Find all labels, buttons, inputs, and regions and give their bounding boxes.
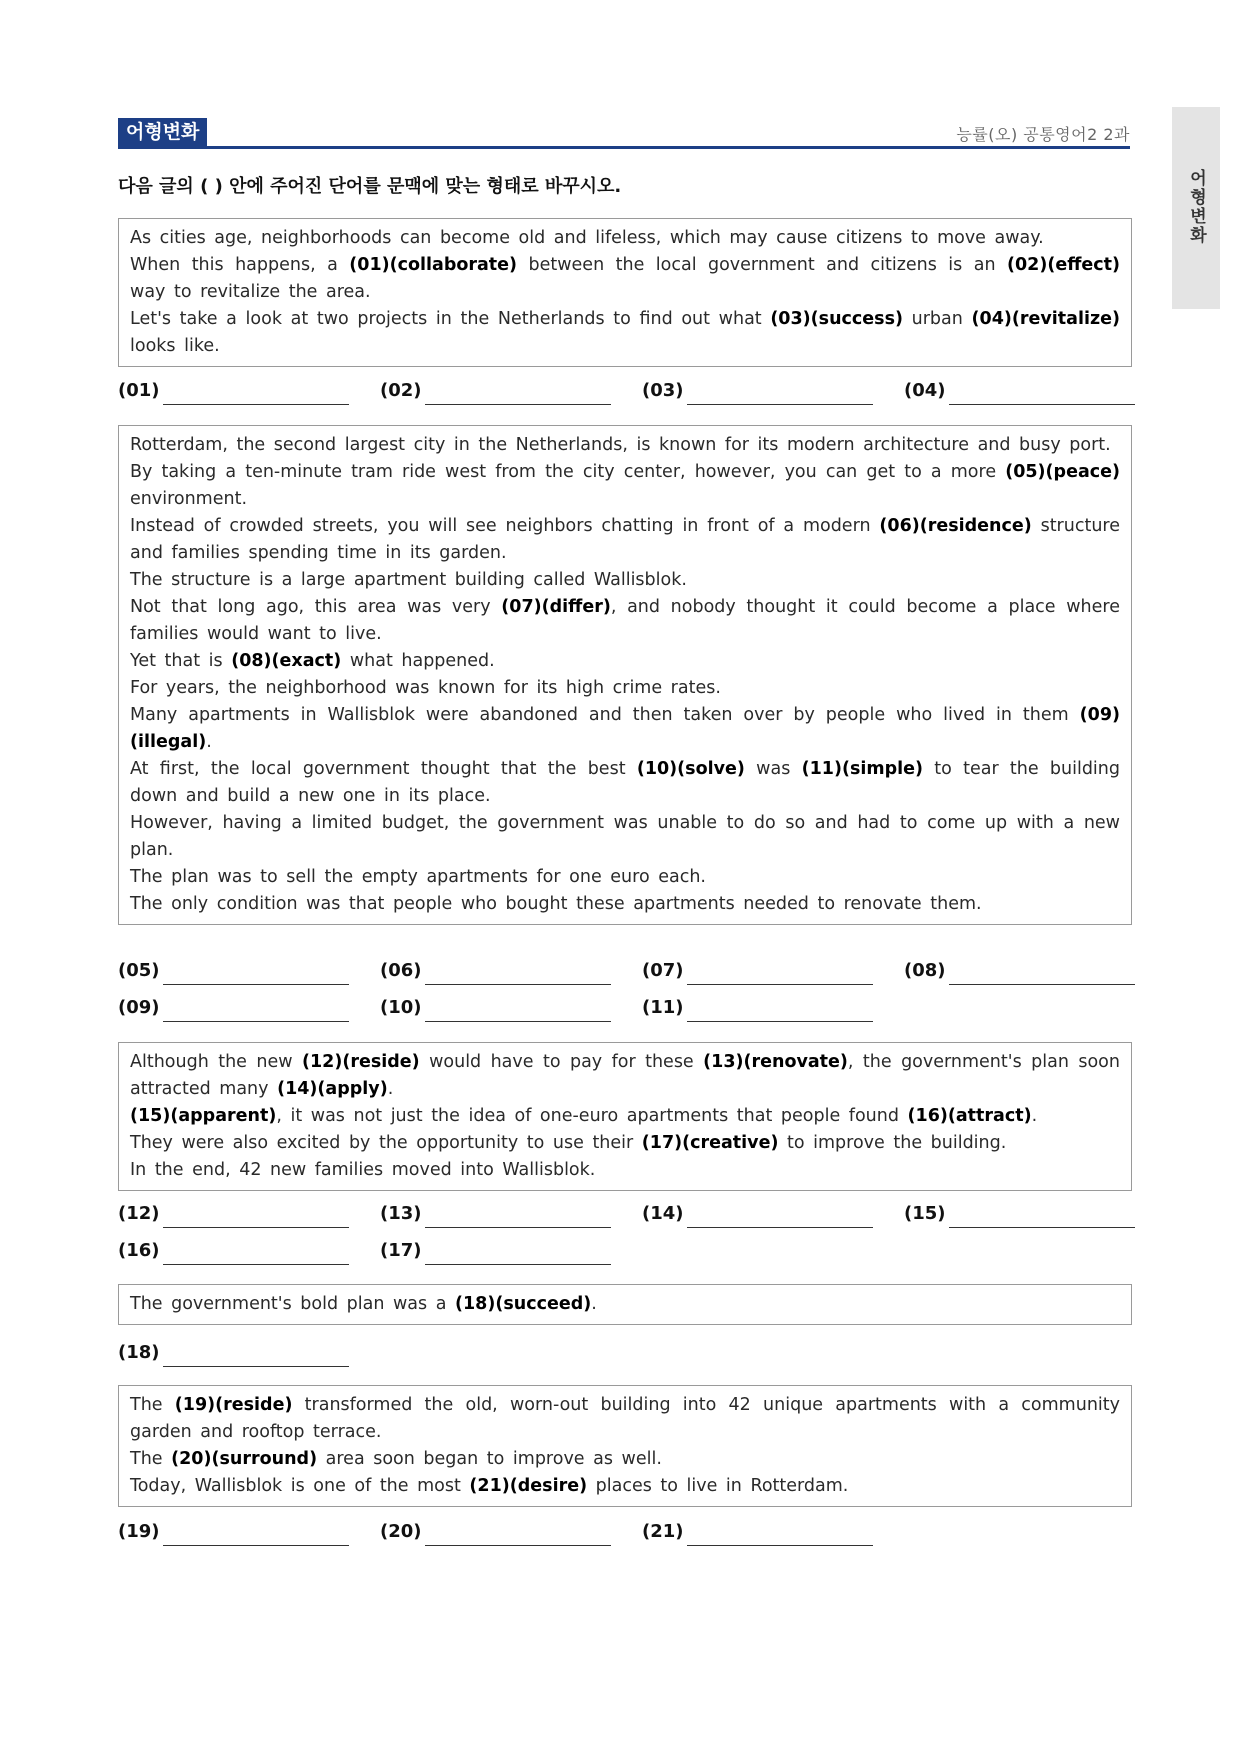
passage-paragraph [130, 648, 1120, 675]
blank-prompt: (21)(desire) [469, 1476, 588, 1496]
answer-blank[interactable] [687, 1545, 873, 1546]
answer-item [642, 1201, 895, 1231]
answer-blank[interactable] [425, 1264, 611, 1265]
passage-paragraph [130, 594, 1120, 648]
answer-row [118, 958, 1130, 995]
passage-text: However, having a limited budget, the government was unable to do so and had to come up with a new plan. [130, 813, 1120, 860]
answer-group [118, 958, 1130, 1032]
answer-row [118, 1519, 1130, 1556]
book-title: 능률(오) 공통영어2 2과 [956, 125, 1130, 144]
answer-item [642, 378, 895, 408]
passage-paragraph [130, 810, 1120, 864]
passage-paragraph [130, 702, 1120, 756]
answer-number: (17) [380, 1240, 422, 1261]
answer-number: (16) [118, 1240, 160, 1261]
passage-paragraph [130, 432, 1120, 459]
passage-text: When this happens, a [130, 255, 350, 275]
answer-number: (02) [380, 380, 422, 401]
blank-prompt: (10)(solve) [636, 759, 745, 779]
passage-text: They were also excited by the opportunity to use their [130, 1133, 642, 1153]
answer-number: (08) [904, 960, 946, 981]
answer-blank[interactable] [163, 1227, 349, 1228]
passage-text: Yet that is [130, 651, 232, 671]
blank-prompt: (12)(reside) [301, 1052, 420, 1072]
blank-prompt: (14)(apply) [277, 1079, 388, 1099]
answer-blank[interactable] [163, 1021, 349, 1022]
answer-group [118, 1201, 1130, 1275]
passage-paragraph [130, 1473, 1120, 1500]
passage-text: urban [902, 309, 972, 329]
passage-text: looks like. [130, 336, 220, 356]
answer-blank[interactable] [425, 404, 611, 405]
blank-prompt: (20)(surround) [171, 1449, 318, 1469]
side-tab-label: 어형변화 [1186, 169, 1206, 245]
blank-prompt: (15)(apparent) [130, 1106, 277, 1126]
passage-text: The structure is a large apartment building called Wallisblok. [130, 570, 687, 590]
passage-text: By taking a ten-minute tram ride west from the city center, however, you can get to a more [130, 462, 1006, 482]
blank-prompt: (05)(peace) [1005, 462, 1120, 482]
passage-text: The government's bold plan was a [130, 1294, 455, 1314]
answer-item [380, 1519, 633, 1549]
passage-paragraph [130, 864, 1120, 891]
answer-number: (06) [380, 960, 422, 981]
passage-paragraph [130, 1157, 1120, 1184]
blank-prompt: (17)(creative) [641, 1133, 779, 1153]
passage-paragraph [130, 225, 1120, 252]
passage-text: At first, the local government thought that the best [130, 759, 637, 779]
answer-number: (18) [118, 1342, 160, 1363]
passage-box [118, 425, 1132, 925]
answer-blank[interactable] [425, 984, 611, 985]
blank-prompt: (04)(revitalize) [971, 309, 1120, 329]
blank-prompt: (03)(success) [770, 309, 903, 329]
passage-text: Not that long ago, this area was very [130, 597, 502, 617]
side-tab[interactable] [1172, 107, 1220, 309]
answer-row [118, 1340, 1130, 1377]
answer-number: (21) [642, 1521, 684, 1542]
passage-paragraph [130, 1392, 1120, 1446]
passage-box [118, 1385, 1132, 1507]
answer-item [380, 995, 633, 1025]
answer-blank[interactable] [163, 984, 349, 985]
answer-item [904, 378, 1157, 408]
answer-number: (14) [642, 1203, 684, 1224]
answer-number: (15) [904, 1203, 946, 1224]
passage-paragraph [130, 513, 1120, 567]
passage-text: environment. [130, 489, 248, 509]
answer-number: (12) [118, 1203, 160, 1224]
passage-text: The [130, 1395, 175, 1415]
answer-blank[interactable] [163, 1545, 349, 1546]
answer-item [118, 1201, 371, 1231]
answer-blank[interactable] [163, 404, 349, 405]
passage-paragraph [130, 1130, 1120, 1157]
passage-text: Many apartments in Wallisblok were abandoned and then taken over by people who lived in them [130, 705, 1080, 725]
passage-paragraph [130, 1291, 1120, 1318]
answer-group [118, 1519, 1130, 1556]
answer-blank[interactable] [425, 1545, 611, 1546]
answer-row [118, 378, 1130, 415]
passage-text: was [744, 759, 802, 779]
answer-group [118, 378, 1130, 415]
answer-blank[interactable] [425, 1021, 611, 1022]
blank-prompt: (09)(illegal) [130, 705, 1120, 752]
answer-item [642, 995, 895, 1025]
passage-text: The plan was to sell the empty apartments for one euro each. [130, 867, 706, 887]
blank-prompt: (08)(exact) [231, 651, 342, 671]
answer-row [118, 1201, 1130, 1238]
answer-blank[interactable] [425, 1227, 611, 1228]
passage-text: . [387, 1079, 394, 1099]
answer-number: (10) [380, 997, 422, 1018]
passage-text: transformed the old, worn-out building into 42 unique apartments with a community garden and rooftop terrace. [130, 1395, 1120, 1442]
passage-paragraph [130, 1103, 1120, 1130]
passage-text: would have to pay for these [419, 1052, 704, 1072]
passage-text: In the end, 42 new families moved into Wallisblok. [130, 1160, 596, 1180]
answer-item [380, 378, 633, 408]
answer-item [118, 995, 371, 1025]
passage-text: . [206, 732, 212, 752]
page-header [118, 118, 1130, 149]
answer-item [118, 958, 371, 988]
passage-box [118, 1042, 1132, 1191]
passage-text: The [130, 1449, 172, 1469]
blank-prompt: (13)(renovate) [703, 1052, 848, 1072]
passage-text: , and nobody thought it could become a place where families would want to live. [130, 597, 1120, 644]
answer-number: (13) [380, 1203, 422, 1224]
answer-blank[interactable] [949, 1227, 1135, 1228]
passage-paragraph [130, 891, 1120, 918]
instruction: 다음 글의 ( ) 안에 주어진 단어를 문맥에 맞는 형태로 바꾸시오. [118, 176, 622, 197]
answer-item [118, 1340, 371, 1370]
passage-text: area soon began to improve as well. [317, 1449, 662, 1469]
answer-row [118, 995, 1130, 1032]
answer-blank[interactable] [163, 1366, 349, 1367]
answer-number: (05) [118, 960, 160, 981]
answer-item [118, 1238, 371, 1268]
passage-text: Instead of crowded streets, you will see neighbors chatting in front of a modern [130, 516, 880, 536]
answer-item [118, 378, 371, 408]
passage-text: places to live in Rotterdam. [587, 1476, 849, 1496]
passage-paragraph [130, 459, 1120, 513]
passage-paragraph [130, 306, 1120, 360]
answer-number: (04) [904, 380, 946, 401]
answer-item [642, 1519, 895, 1549]
answer-item [904, 958, 1157, 988]
answer-item [380, 1201, 633, 1231]
blank-prompt: (18)(succeed) [455, 1294, 592, 1314]
answer-item [380, 958, 633, 988]
answer-number: (01) [118, 380, 160, 401]
passage-text: structure and families spending time in its garden. [130, 516, 1120, 563]
passage-text: Rotterdam, the second largest city in the Netherlands, is known for its modern architecture and busy port. [130, 435, 1111, 455]
answer-blank[interactable] [163, 1264, 349, 1265]
passage-text: to tear the building down and build a new one in its place. [130, 759, 1120, 806]
blank-prompt: (02)(effect) [1007, 255, 1120, 275]
passage-text: Today, Wallisblok is one of the most [130, 1476, 470, 1496]
blank-prompt: (19)(reside) [174, 1395, 293, 1415]
passage-paragraph [130, 675, 1120, 702]
passage-text: , it was not just the idea of one-euro apartments that people found [276, 1106, 908, 1126]
passage-paragraph [130, 756, 1120, 810]
answer-blank[interactable] [687, 984, 873, 985]
passage-text: to improve the building. [778, 1133, 1007, 1153]
answer-number: (03) [642, 380, 684, 401]
blank-prompt: (16)(attract) [907, 1106, 1032, 1126]
passage-box [118, 1284, 1132, 1325]
answer-blank[interactable] [687, 404, 873, 405]
answer-number: (20) [380, 1521, 422, 1542]
answer-blank[interactable] [687, 1021, 873, 1022]
answer-blank[interactable] [687, 1227, 873, 1228]
answer-number: (11) [642, 997, 684, 1018]
blank-prompt: (11)(simple) [801, 759, 923, 779]
answer-item [118, 1519, 371, 1549]
blank-prompt: (06)(residence) [879, 516, 1032, 536]
passage-box [118, 218, 1132, 367]
answer-number: (07) [642, 960, 684, 981]
answer-row [118, 1238, 1130, 1275]
passage-text: For years, the neighborhood was known for its high crime rates. [130, 678, 721, 698]
passage-text: The only condition was that people who bought these apartments needed to renovate them. [130, 894, 982, 914]
passage-paragraph [130, 567, 1120, 594]
passage-text: . [1031, 1106, 1038, 1126]
answer-item [904, 1201, 1157, 1231]
passage-text: what happened. [341, 651, 495, 671]
passage-paragraph [130, 252, 1120, 306]
answer-number: (19) [118, 1521, 160, 1542]
passage-text: way to revitalize the area. [130, 282, 371, 302]
passage-text: . [591, 1294, 597, 1314]
answer-item [380, 1238, 633, 1268]
passage-text: Let's take a look at two projects in the Netherlands to find out what [130, 309, 771, 329]
blank-prompt: (01)(collaborate) [349, 255, 518, 275]
answer-blank[interactable] [949, 984, 1135, 985]
answer-group [118, 1340, 1130, 1377]
section-badge: 어형변화 [118, 118, 207, 146]
passage-text: between the local government and citizens is an [517, 255, 1007, 275]
passage-text: , the government's plan soon attracted many [130, 1052, 1120, 1099]
answer-item [642, 958, 895, 988]
answer-blank[interactable] [949, 404, 1135, 405]
passage-paragraph [130, 1446, 1120, 1473]
answer-number: (09) [118, 997, 160, 1018]
blank-prompt: (07)(differ) [501, 597, 611, 617]
passage-text: As cities age, neighborhoods can become old and lifeless, which may cause citizens to move away. [130, 228, 1044, 248]
passage-paragraph [130, 1049, 1120, 1103]
passage-text: Although the new [130, 1052, 302, 1072]
